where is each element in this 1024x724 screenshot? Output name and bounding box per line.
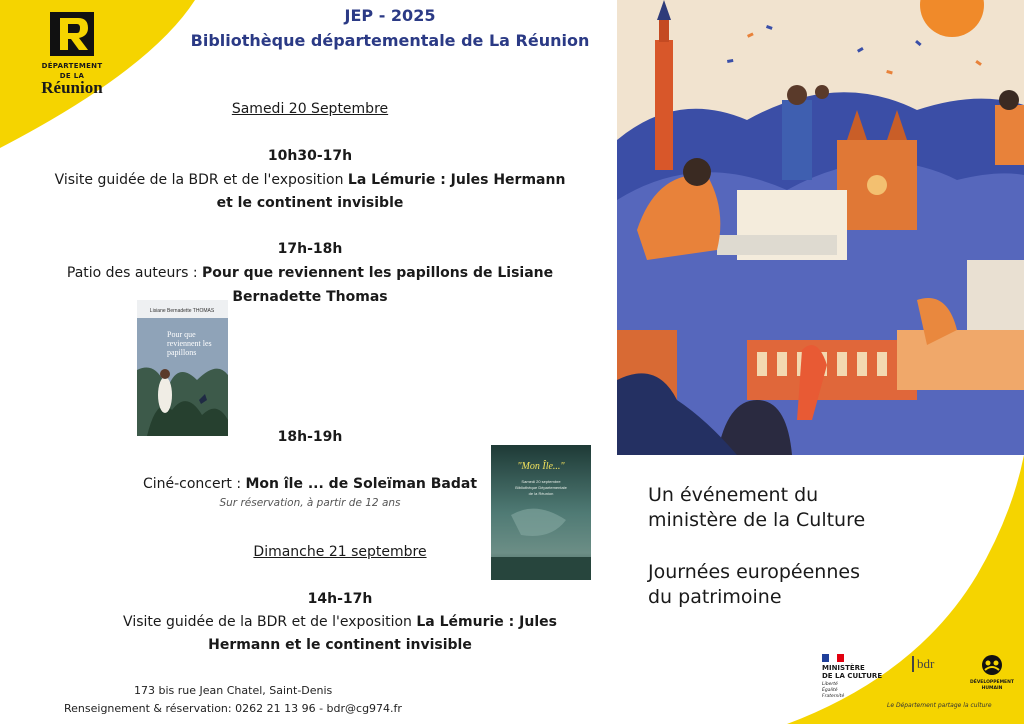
- departement-slogan: Le Département partage la culture: [887, 702, 992, 709]
- footer-contact: Renseignement & réservation: 0262 21 13 96 - bdr@cg974.fr: [64, 702, 402, 715]
- ministere-line1: MINISTÈRE: [822, 664, 865, 672]
- devise-egalite: Égalité: [822, 688, 838, 693]
- tagline-3: Journées européennes: [648, 561, 860, 583]
- page-subtitle: Bibliothèque départementale de La Réunion: [190, 31, 590, 50]
- event2-time: 17h-18h: [277, 241, 343, 257]
- sunday-event-description-line2: Hermann et le continent invisible: [208, 637, 472, 653]
- sunday-event-bold: La Lémurie : Jules: [416, 614, 557, 630]
- logo-departement: DÉPARTEMENT: [41, 62, 103, 70]
- book-cover-papillons: [137, 300, 228, 436]
- event2-description-line2: Bernadette Thomas: [232, 289, 388, 305]
- footer-address: 173 bis rue Jean Chatel, Saint-Denis: [134, 684, 333, 697]
- poster-title: "Mon Île...": [517, 461, 565, 472]
- event2-bold: Pour que reviennent les papillons de Lisiane: [202, 265, 554, 281]
- event3-plain: Ciné-concert :: [142, 476, 246, 492]
- tagline-1: Un événement du: [648, 484, 819, 506]
- book-author: Lisiane Bernadette THOMAS: [149, 308, 215, 314]
- dev-humain-logo: [962, 654, 1022, 692]
- jep-illustration: [617, 0, 1024, 455]
- logo-reunion: Réunion: [41, 78, 103, 97]
- event2-plain: Patio des auteurs :: [66, 265, 203, 281]
- tagline-4: du patrimoine: [648, 586, 782, 608]
- logo-de-la: DE LA: [59, 72, 85, 80]
- bdr-logo: [912, 656, 952, 672]
- partner-logos: [822, 654, 1022, 714]
- sunday-event-plain: Visite guidée de la BDR et de l'exposition: [123, 614, 417, 630]
- poster-line2: Bibliothèque Départementale: [515, 485, 567, 490]
- reunion-logo: [22, 12, 122, 96]
- ministere-logo: [822, 654, 902, 700]
- event3-note: Sur réservation, à partir de 12 ans: [219, 497, 401, 509]
- event3-time: 18h-19h: [277, 429, 343, 445]
- poster-line3: de la Réunion: [528, 491, 554, 496]
- event1-time: 10h30-17h: [267, 148, 353, 164]
- saturday-heading: Samedi 20 Septembre: [231, 101, 389, 117]
- event2-description: [20, 265, 600, 281]
- book-title: Pour que reviennent les papillons: [167, 330, 212, 357]
- event3-bold: Mon île ... de Soleïman Badat: [245, 476, 478, 492]
- devise-liberte: Liberté: [822, 682, 838, 687]
- sunday-event-description: [40, 614, 640, 630]
- bdr-mark: bdr: [912, 656, 952, 672]
- devise-fraternite: Fraternité: [822, 694, 845, 699]
- event1-description-line2: et le continent invisible: [216, 195, 404, 211]
- event1-description: [20, 172, 600, 188]
- dev-humain-text: DÉVELOPPEMENT HUMAIN: [970, 680, 1014, 691]
- page-title: JEP - 2025: [344, 6, 436, 25]
- sunday-heading: Dimanche 21 septembre: [253, 544, 427, 560]
- sunday-event-time: 14h-17h: [307, 591, 373, 607]
- reunion-r-mark-icon: [50, 12, 94, 56]
- poster-mon-ile: [491, 445, 591, 580]
- event1-plain: Visite guidée de la BDR et de l'exposition: [54, 172, 348, 188]
- tagline-2: ministère de la Culture: [648, 509, 866, 531]
- event1-bold: La Lémurie : Jules Hermann: [347, 172, 566, 188]
- dev-humain-icon: [981, 654, 1003, 676]
- ministere-line2: DE LA CULTURE: [822, 672, 883, 680]
- poster-line1: Samedi 20 septembre: [521, 479, 561, 484]
